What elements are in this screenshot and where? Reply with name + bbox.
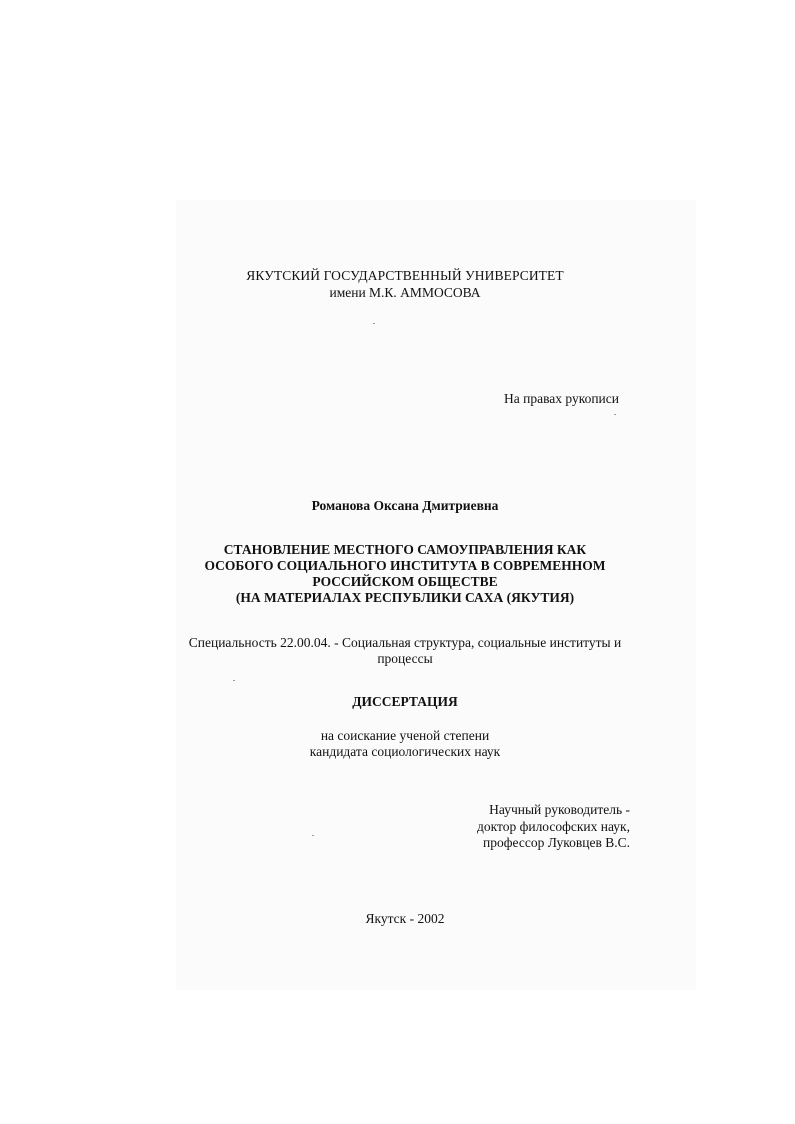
thesis-type: ДИССЕРТАЦИЯ — [352, 694, 458, 709]
supervisor-line: профессор Луковцев В.С. — [483, 835, 630, 850]
university-heading: ЯКУТСКИЙ ГОСУДАРСТВЕННЫЙ УНИВЕРСИТЕТ — [246, 268, 564, 283]
title-line: РОССИЙСКОМ ОБЩЕСТВЕ — [312, 574, 498, 589]
specialty-block — [150, 635, 660, 667]
city-year: Якутск - 2002 — [365, 911, 445, 926]
university-name: имени М.К. АММОСОВА — [329, 285, 481, 300]
specialty-line: Специальность 22.00.04. - Социальная структура, социальные институты и — [188, 635, 622, 650]
title-line: СТАНОВЛЕНИЕ МЕСТНОГО САМОУПРАВЛЕНИЯ КАК — [223, 542, 587, 557]
title-line: ОСОБОГО СОЦИАЛЬНОГО ИНСТИТУТА В СОВРЕМЕННОМ — [204, 558, 606, 573]
manuscript-note: На правах рукописи — [503, 391, 619, 406]
scan-speck — [312, 835, 314, 836]
degree-block — [150, 728, 660, 760]
thesis-title — [150, 542, 660, 606]
degree-line: кандидата социологических наук — [309, 744, 501, 759]
title-line: (НА МАТЕРИАЛАХ РЕСПУБЛИКИ САХА (ЯКУТИЯ) — [235, 590, 575, 605]
degree-line: на соискание ученой степени — [320, 728, 490, 743]
supervisor-block — [380, 802, 630, 852]
scan-speck — [614, 414, 616, 415]
scan-speck — [233, 680, 235, 681]
supervisor-line: доктор философских наук, — [477, 818, 630, 834]
supervisor-line: Научный руководитель - — [489, 802, 630, 817]
author-name: Романова Оксана Дмитриевна — [311, 498, 499, 513]
scan-speck — [373, 323, 375, 324]
specialty-line: процессы — [377, 651, 433, 666]
